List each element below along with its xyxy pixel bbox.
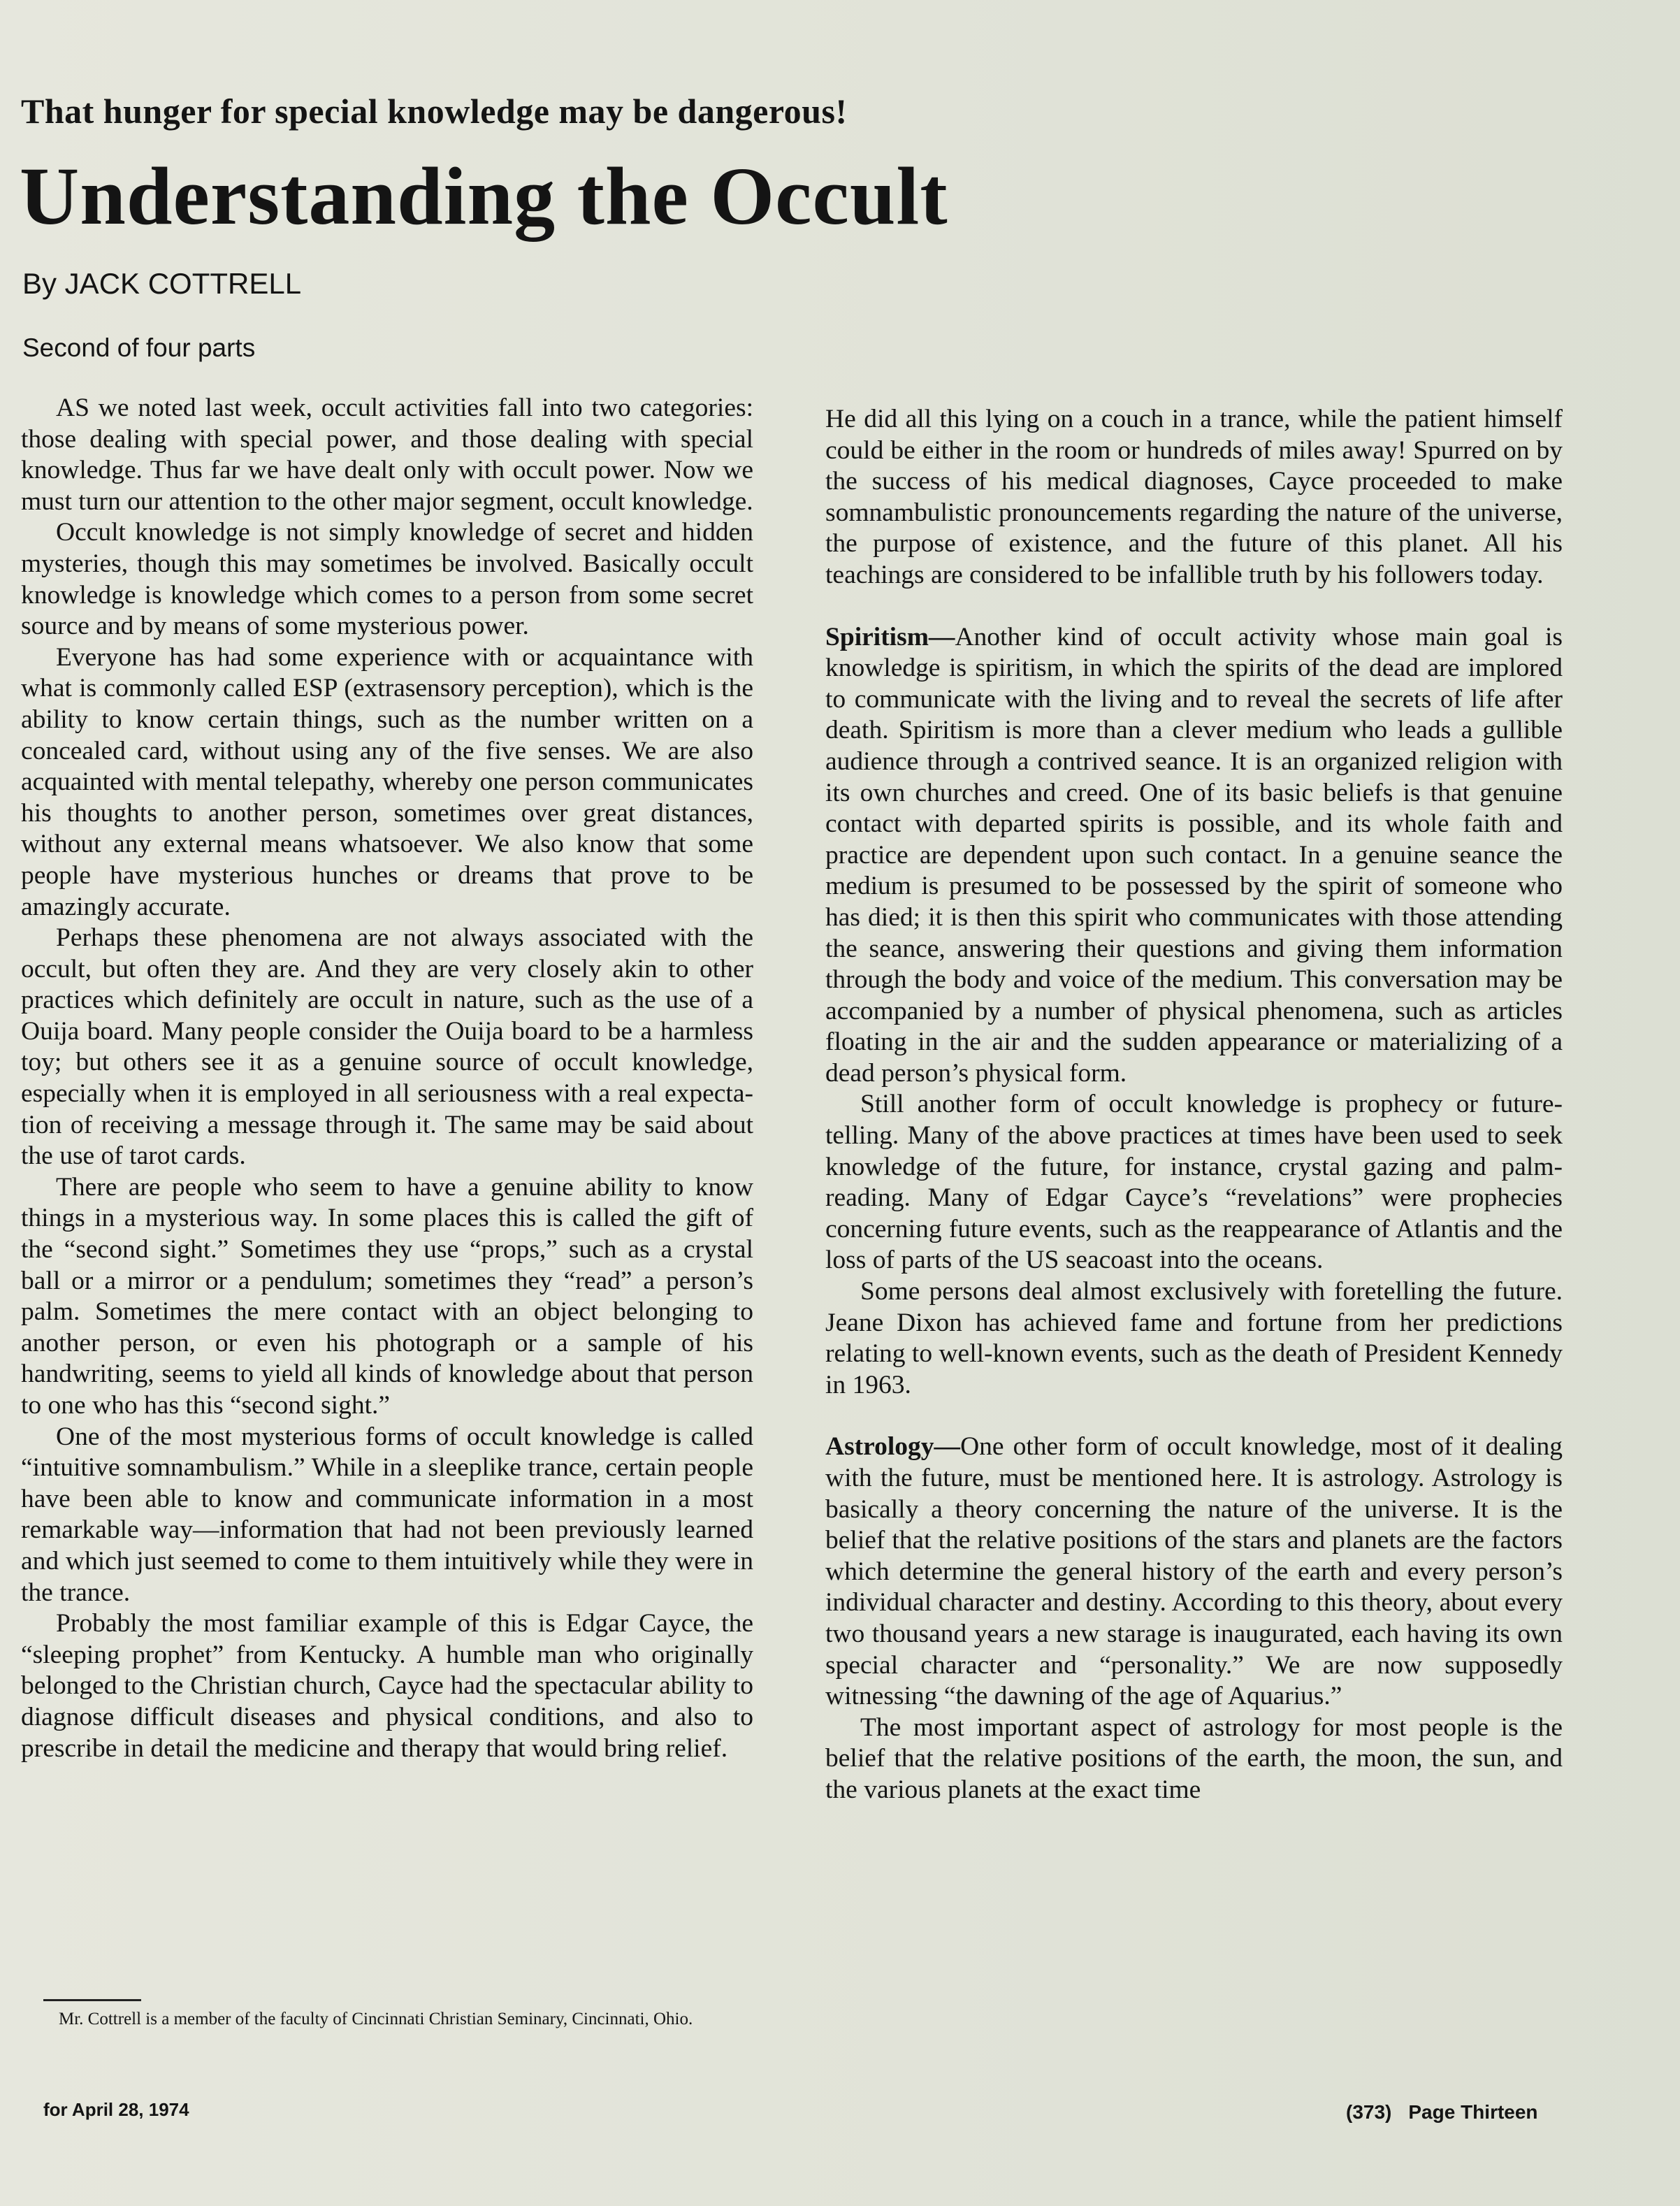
- paragraph-text: One other form of occult knowledge, most of it dealing with the future, must be mentioned here. It is astrology. Astrology is basically a theory concerning the nature of the universe. It is the belief that the relative positions of the stars and planets are the factors which determine the general history of the earth and every person’s individual character and destiny. According to this theory, about every two thousand years a new starage is inaugurated, each having its own special character and “personality.” We are now supposedly witnessing “the dawning of the age of Aquarius.”: [825, 1432, 1563, 1711]
- page-label: Page Thirteen: [1408, 2101, 1538, 2123]
- paragraph: Some persons deal almost exclusively with foretelling the future. Jeane Dixon has achieved fame and fortune from her predictions relating to well-known events, such as the death of President Kennedy in 1963.: [825, 1277, 1563, 1399]
- paragraph: One of the most mysterious forms of occult knowledge is called “intuitive somnambulism.” While in a sleeplike trance, certain people have been able to know and communicate information in a most remarkable way—information that had not been previously learned and which just seemed to come to them intuitively while they were in the trance.: [21, 1422, 753, 1607]
- paragraph: He did all this lying on a couch in a trance, while the patient himself could be either in the room or hundreds of miles away! Spurred on by the success of his medical diagnoses, Cayce proceeded to make somnambulistic pronouncements regarding the nature of the universe, the purpose of existence, and the future of this planet. All his teachings are considered to be infallible truth by his followers today.: [825, 405, 1563, 589]
- section-heading-spiritism: Spiritism—: [825, 622, 955, 651]
- section-astrology: [825, 1432, 1563, 1712]
- paragraph: Still another form of occult knowledge is prophecy or future-telling. Many of the above practices at times have been used to seek knowledge of the future, for instance, crystal gazing and palm-reading. Many of Edgar Cayce’s “revelations” were prophecies concerning future events, such as the reappearance of Atlantis and the loss of parts of the US seacoast into the oceans.: [825, 1090, 1563, 1275]
- paragraph-text: Another kind of occult activity whose main goal is knowledge is spiritism, in which the spirits of the dead are implored to communicate with the living and to reveal the secrets of life after death. Spiritism is more than a clever medium who leads a gullible audience through a contrived seance. It is an organized religion with its own churches and creed. One of its basic beliefs is that genuine contact with departed spirits is possible, and its whole faith and practice are dependent upon such contact. In a genuine seance the medium is presumed to be possessed by the spirit of someone who has died; it is then this spirit who communicates with those attending the seance, answering their questions and giving them information through the body and voice of the medium. This conversation may be accompanied by a number of physical phenomena, such as articles floating in the air and the sudden appearance or materializing of a dead person’s physical form.: [825, 622, 1563, 1088]
- author-footnote: Mr. Cottrell is a member of the faculty of Cincinnati Christian Seminary, Cincinnati, Ohio.: [59, 2010, 693, 2028]
- series-note: Second of four parts: [22, 333, 256, 362]
- kicker-headline: That hunger for special knowledge may be dangerous!: [21, 92, 848, 131]
- page-folio: [1346, 2101, 1538, 2124]
- paragraph: Perhaps these phenomena are not always associated with the occult, but often they are. And they are very closely akin to other practices which definitely are occult in nature, such as the use of a Ouija board. Many people consider the Ouija board to be a harmless toy; but others see it as a genuine source of occult knowledge, especially when it is employed in all seriousness with a real expectation of receiving a message through it. The same may be said about the use of tarot cards.: [21, 923, 753, 1171]
- issue-number: (373): [1346, 2101, 1392, 2123]
- section-heading-astrology: Astrology—: [825, 1432, 961, 1462]
- paragraph: Probably the most familiar example of this is Edgar Cayce, the “sleeping prophet” from Kentucky. A humble man who originally belonged to the Christian church, Cayce had the spectacular ability to diagnose difficult diseases and physical conditions, and also to prescribe in detail the medicine and therapy that would bring relief.: [21, 1609, 753, 1763]
- right-column: [825, 404, 1563, 1806]
- section-spiritism: [825, 622, 1563, 1090]
- left-column: [21, 393, 753, 1764]
- byline: By JACK COTTRELL: [22, 267, 302, 300]
- paragraph: Everyone has had some experience with or acquaintance with what is commonly called ESP (extrasensory perception), which is the ability to know certain things, such as the number written on a concealed card, without using any of the five senses. We are also acquainted with mental telepathy, whereby one person communicates his thoughts to another person, sometimes over great distances, without any external means whatsoever. We also know that some people have mysterious hunches or dreams that prove to be amazingly accurate.: [21, 642, 753, 921]
- paragraph: There are people who seem to have a genuine ability to know things in a mysterious way. In some places this is called the gift of the “second sight.” Sometimes they use “props,” such as a crystal ball or a mirror or a pendulum; sometimes they “read” a person’s palm. Sometimes the mere contact with an object belonging to another person, or even his photograph or a sample of his handwriting, seems to yield all kinds of knowledge about that person to one who has this “second sight.”: [21, 1172, 753, 1420]
- issue-date: for April 28, 1974: [43, 2099, 189, 2120]
- article-title: Understanding the Occult: [20, 150, 948, 242]
- paragraph: AS we noted last week, occult activities fall into two categories: those dealing with special power, and those dealing with special knowledge. Thus far we have dealt only with occult power. Now we must turn our attention to the other major segment, occult knowledge.: [21, 394, 753, 516]
- paragraph: Occult knowledge is not simply knowledge of secret and hidden mysteries, though this may sometimes be involved. Basically occult knowledge is knowledge which comes to a person from some secret source and by means of some mysterious power.: [21, 518, 753, 641]
- footnote-rule: [43, 1999, 141, 2001]
- paragraph: The most important aspect of astrology for most people is the belief that the relative positions of the earth, the moon, the sun, and the various planets at the exact time: [825, 1713, 1563, 1804]
